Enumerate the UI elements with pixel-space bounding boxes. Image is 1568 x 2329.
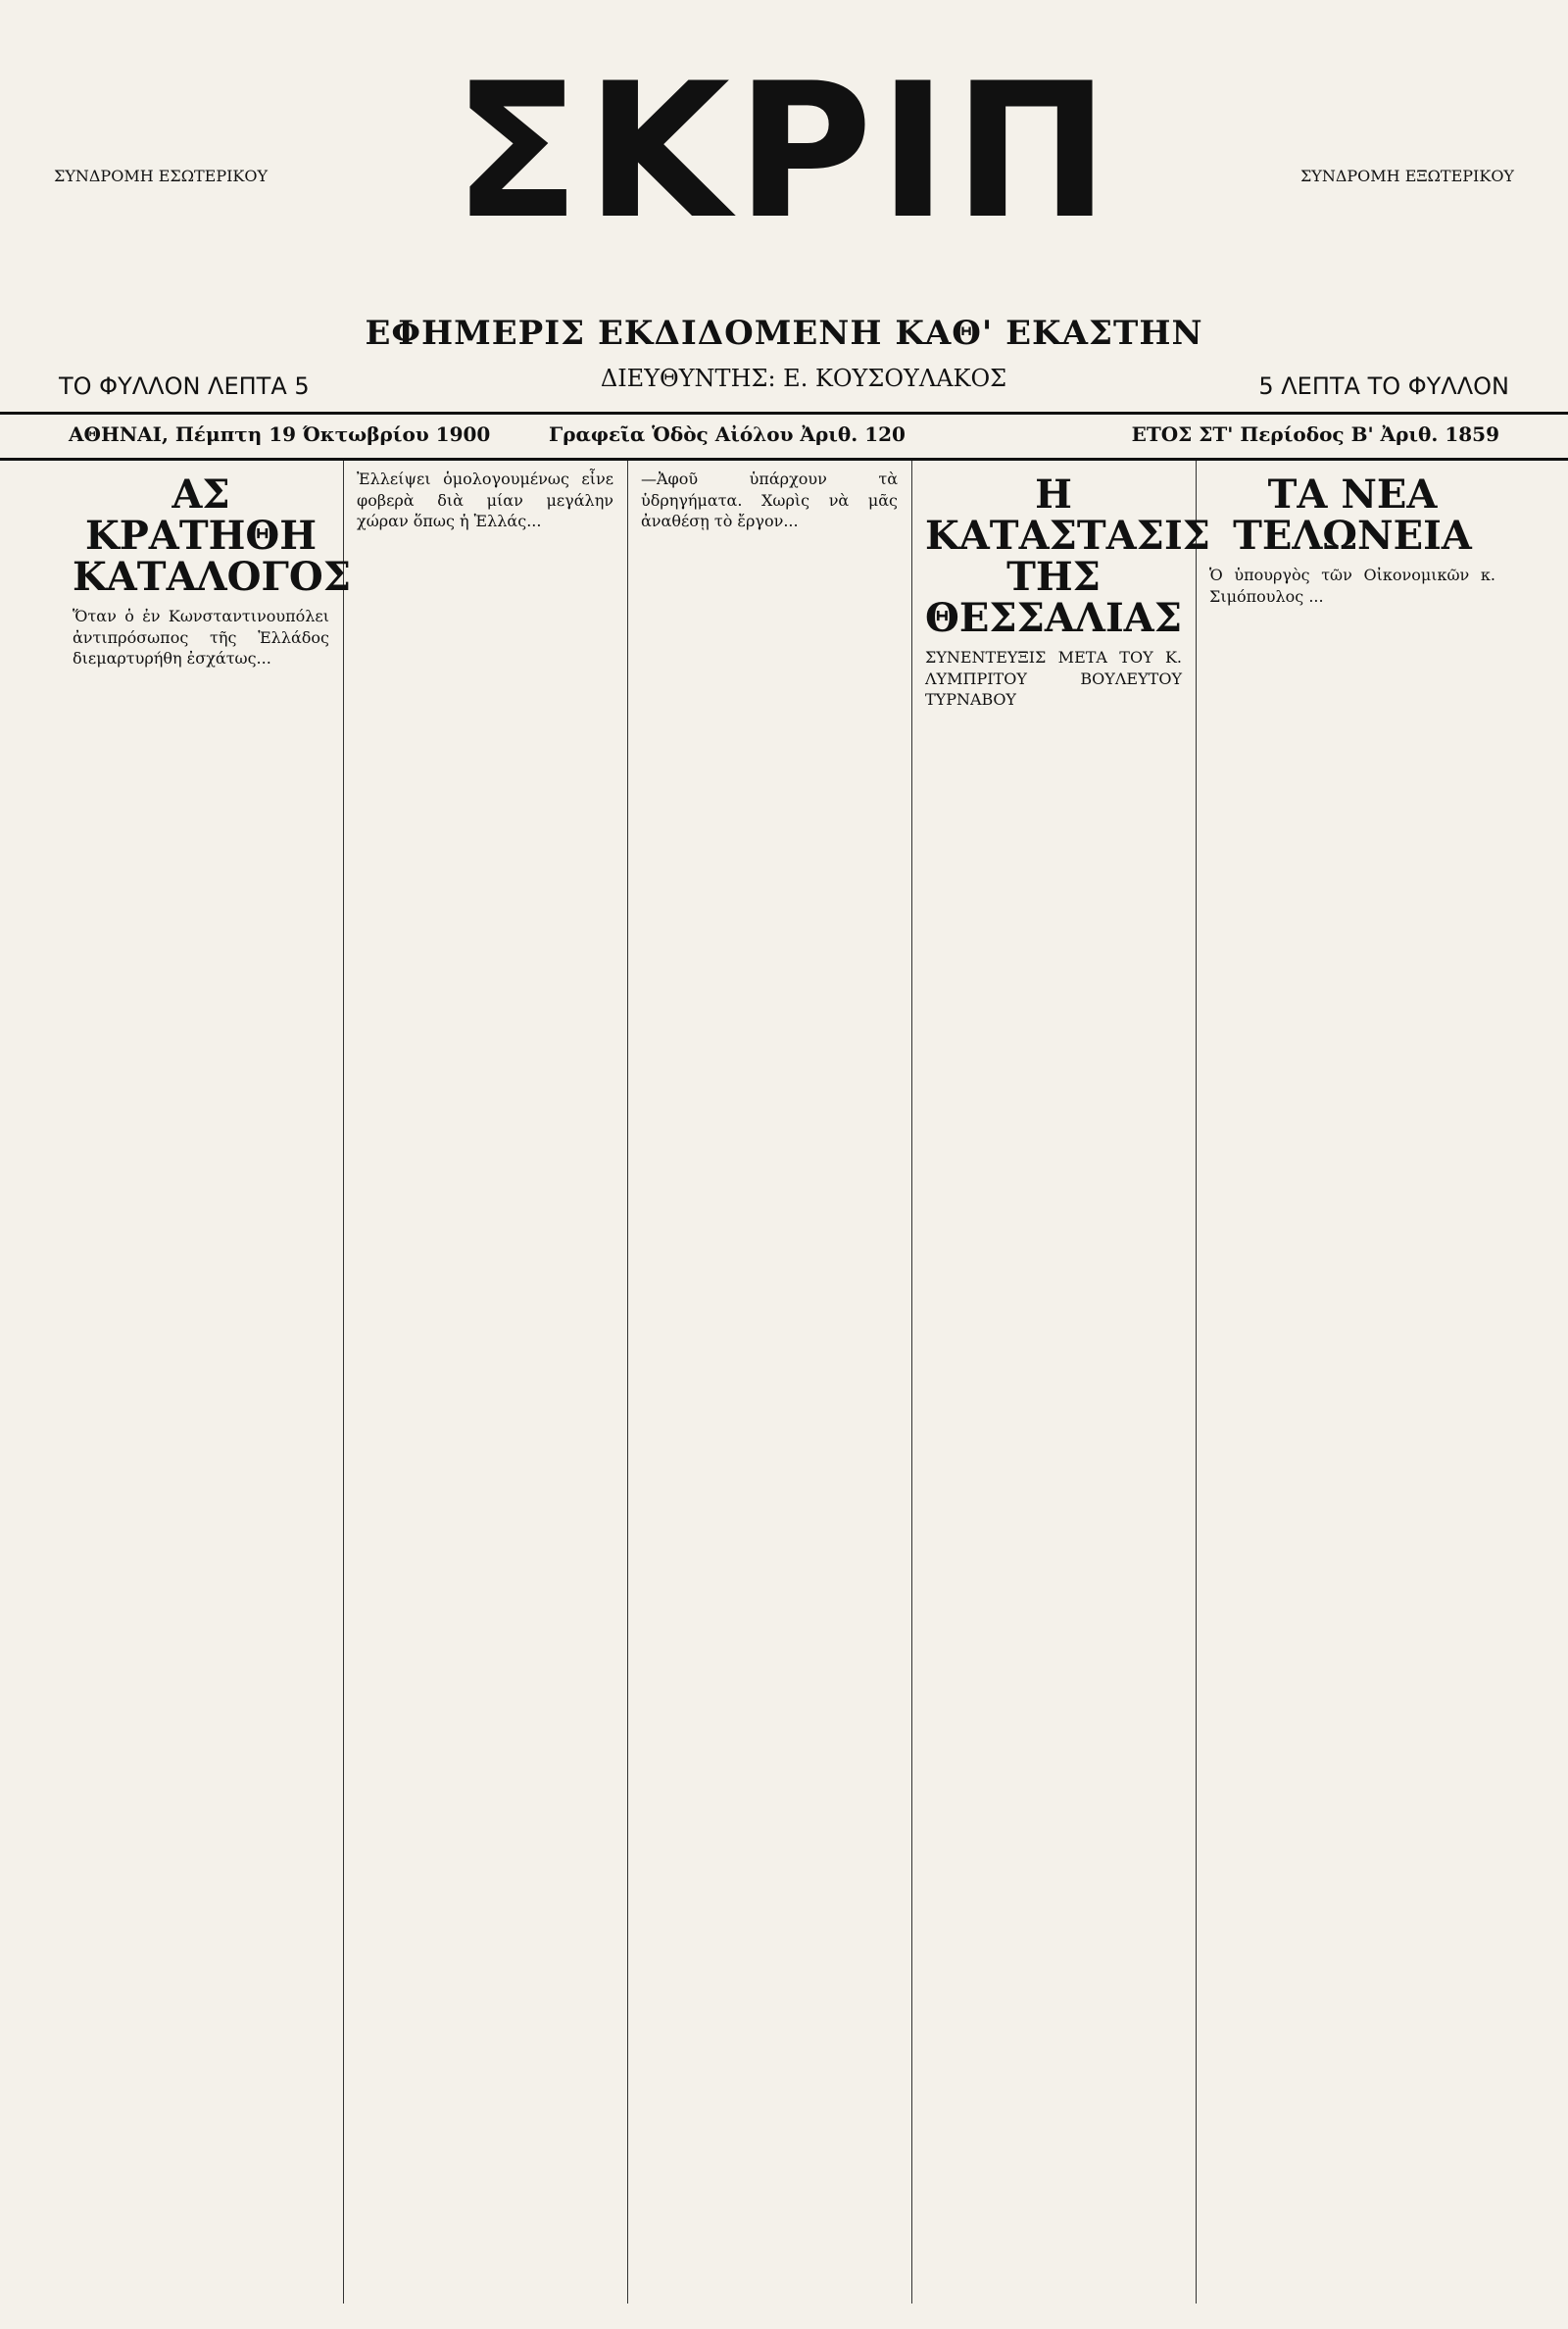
dateline-issue: ΕΤΟΣ ΣΤ' Περίοδος Β' Ἀριθ. 1859: [1131, 422, 1499, 446]
masthead-title: ΣΚΡΙΠ: [453, 43, 1115, 260]
dateline-office: Γραφεῖα Ὁδὸς Αἰόλου Ἀριθ. 120: [549, 422, 906, 446]
column-5-body: Ὁ ὑπουργὸς τῶν Οἰκονομικῶν κ. Σιμόπουλος ...: [1209, 566, 1495, 606]
right-subscription: ΣΥΝΔΡΟΜΗ ΕΞΩΤΕΡΙΚΟΥ: [1299, 167, 1514, 185]
dateline-bar: [0, 412, 1568, 461]
masthead-tagline: ΕΦΗΜΕΡΙΣ ΕΚΔΙΔΟΜΕΝΗ ΚΑΘ' ΕΚΑΣΤΗΝ: [365, 314, 1203, 353]
left-subscription: ΣΥΝΔΡΟΜΗ ΕΣΩΤΕΡΙΚΟΥ: [54, 167, 269, 185]
dateline-city-date: ΑΘΗΝΑΙ, Πέμπτη 19 Όκτωβρίου 1900: [69, 422, 491, 446]
column-4-headline: Η ΚΑΤΑΣΤΑΣΙΣ ΤΗΣ ΘΕΣΣΑΛΙΑΣ: [925, 471, 1210, 641]
column-3-body: —Ἀφοῦ ὑπάρχουν τὰ ὑδρηγήματα. Χωρὶς νὰ μᾶς ἀναθέσῃ τὸ ἔργον...: [641, 470, 898, 531]
column-5: [1196, 461, 1509, 2304]
masthead-director: ΔΙΕΥΘΥΝΤΗΣ: Ε. ΚΟΥΣΟΥΛΑΚΟΣ: [600, 365, 1007, 392]
column-1-headline: ΑΣ ΚΡΑΤΗΘΗ ΚΑΤΑΛΟΓΟΣ: [73, 471, 352, 600]
column-5-headline: ΤΑ ΝΕΑ ΤΕΛΩΝΕΙΑ: [1233, 471, 1472, 559]
column-4-body: ΣΥΝΕΝΤΕΥΞΙΣ ΜΕΤΑ ΤΟΥ Κ. ΛΥΜΠΡΙΤΟΥ ΒΟΥΛΕΥΤΟΥ ΤΥΡΝΑΒΟΥ: [925, 648, 1182, 710]
column-1-body: Ὅταν ὁ ἐν Κωνσταντινουπόλει ἀντιπρόσωπος τῆς Ἑλλάδος διεμαρτυρήθη ἐσχάτως...: [73, 607, 329, 669]
column-2: [343, 461, 628, 2304]
left-price: ΤΟ ΦΥΛΛΟΝ ΛΕΠΤΑ 5: [59, 372, 310, 400]
column-1: [59, 461, 352, 2304]
right-price: 5 ΛΕΠΤΑ ΤΟ ΦΥΛΛΟΝ: [1258, 372, 1509, 400]
column-4: [911, 461, 1210, 2304]
column-3: [627, 461, 912, 2304]
column-2-body: Ἐλλείψει ὁμολογουμένως εἶνε φοβερὰ διὰ μίαν μεγάλην χώραν ὅπως ἡ Ἑλλάς...: [357, 470, 613, 531]
